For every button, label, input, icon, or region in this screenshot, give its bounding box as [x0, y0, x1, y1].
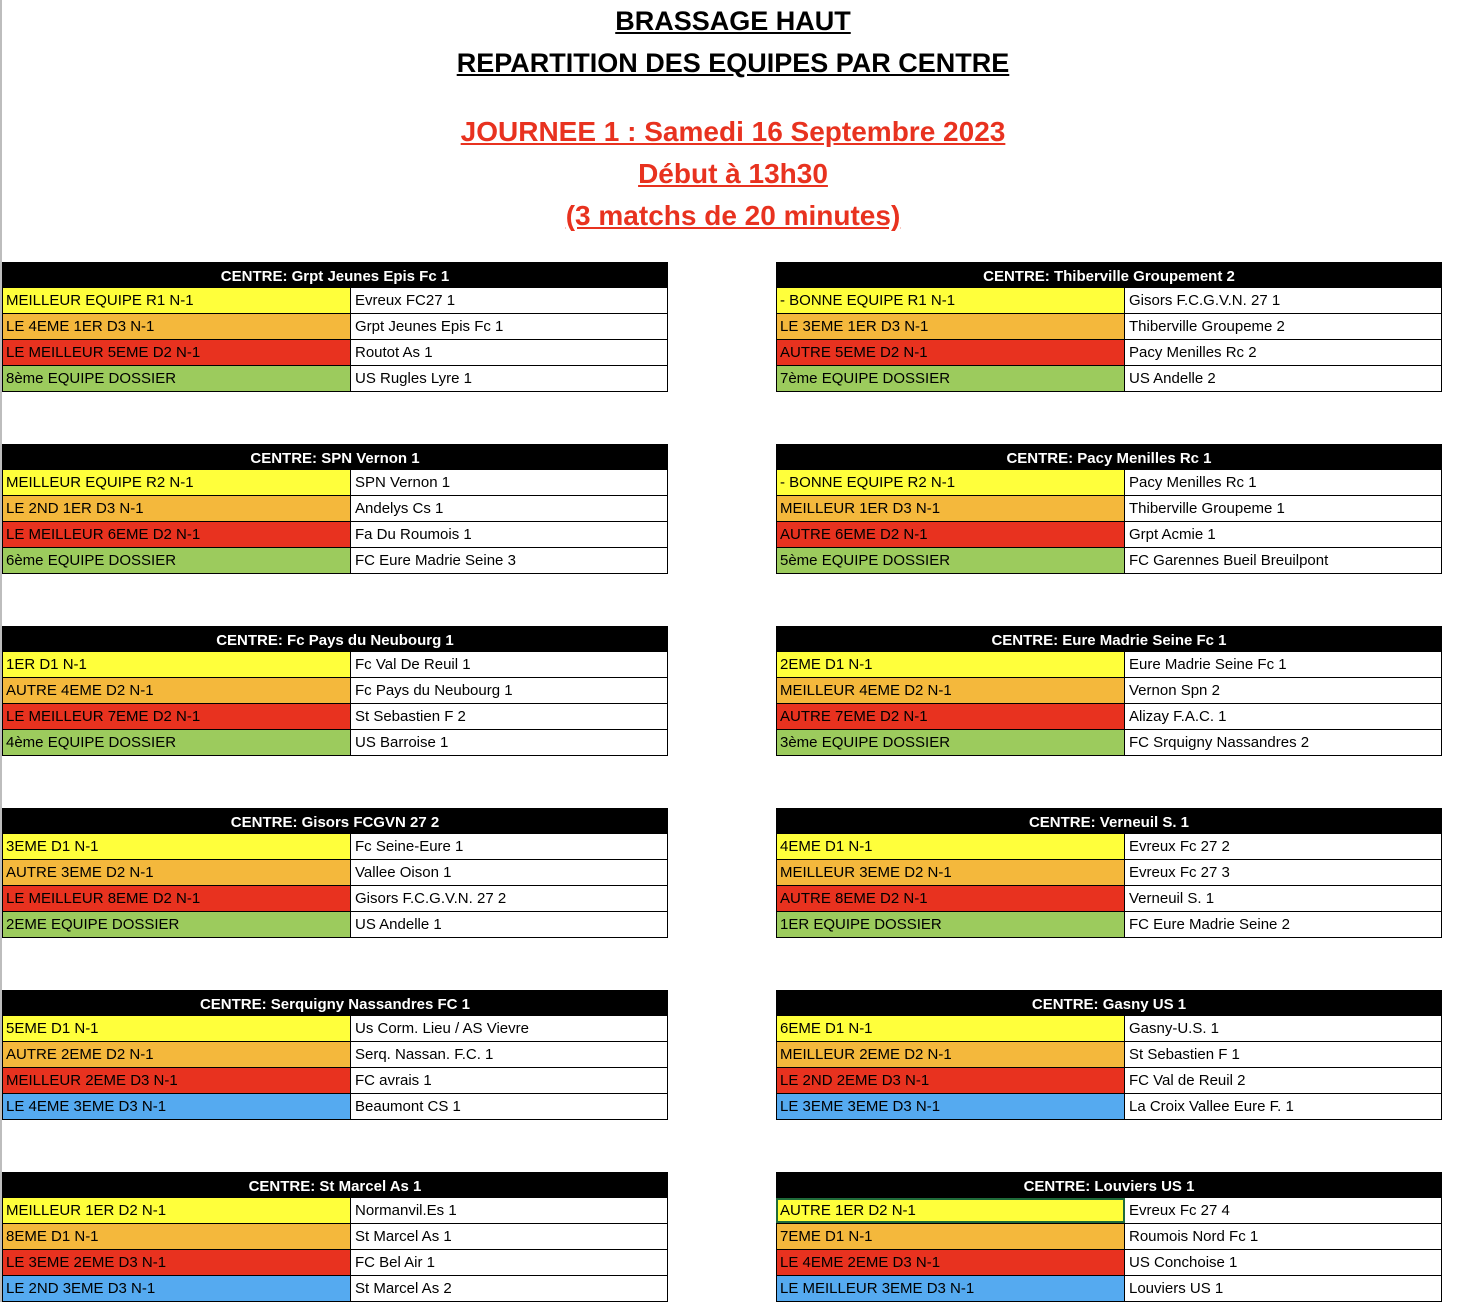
qualification-cell[interactable]: 6ème EQUIPE DOSSIER — [2, 548, 351, 573]
qualification-cell[interactable]: LE 3EME 1ER D3 N-1 — [776, 314, 1125, 339]
team-cell[interactable]: Thiberville Groupeme 2 — [1125, 314, 1442, 339]
team-cell[interactable]: Vernon Spn 2 — [1125, 678, 1442, 703]
qualification-cell[interactable]: 3EME D1 N-1 — [2, 834, 351, 859]
centre-block — [776, 990, 1442, 1120]
qualification-cell[interactable]: 4ème EQUIPE DOSSIER — [2, 730, 351, 755]
team-cell[interactable]: US Barroise 1 — [351, 730, 668, 755]
centre-row — [2, 288, 668, 314]
qualification-cell[interactable]: MEILLEUR EQUIPE R1 N-1 — [2, 288, 351, 313]
qualification-cell[interactable]: AUTRE 5EME D2 N-1 — [776, 340, 1125, 365]
centre-title: CENTRE: Verneuil S. 1 — [776, 808, 1442, 834]
team-cell[interactable]: Pacy Menilles Rc 1 — [1125, 470, 1442, 495]
team-cell[interactable]: FC Eure Madrie Seine 2 — [1125, 912, 1442, 937]
centre-row — [2, 678, 668, 704]
centre-row — [776, 652, 1442, 678]
centre-row — [776, 470, 1442, 496]
centre-row — [776, 1198, 1442, 1224]
team-cell[interactable]: Vallee Oison 1 — [351, 860, 668, 885]
journee-date: JOURNEE 1 : Samedi 16 Septembre 2023 — [460, 116, 1006, 147]
team-cell[interactable]: SPN Vernon 1 — [351, 470, 668, 495]
centre-row — [2, 340, 668, 366]
qualification-cell[interactable]: 5ème EQUIPE DOSSIER — [776, 548, 1125, 573]
team-cell[interactable]: Pacy Menilles Rc 2 — [1125, 340, 1442, 365]
team-cell[interactable]: Fc Seine-Eure 1 — [351, 834, 668, 859]
centre-block — [776, 626, 1442, 756]
centre-row — [2, 470, 668, 496]
centre-title: CENTRE: St Marcel As 1 — [2, 1172, 668, 1198]
qualification-cell[interactable]: LE 4EME 2EME D3 N-1 — [776, 1250, 1125, 1275]
team-cell[interactable]: Eure Madrie Seine Fc 1 — [1125, 652, 1442, 677]
qualification-cell[interactable]: MEILLEUR 2EME D2 N-1 — [776, 1042, 1125, 1067]
team-cell[interactable]: St Sebastien F 2 — [351, 704, 668, 729]
team-cell[interactable]: US Andelle 2 — [1125, 366, 1442, 391]
centre-row — [2, 1094, 668, 1120]
team-cell[interactable]: Fc Val De Reuil 1 — [351, 652, 668, 677]
centre-row — [776, 314, 1442, 340]
qualification-cell[interactable]: AUTRE 7EME D2 N-1 — [776, 704, 1125, 729]
qualification-cell[interactable]: 3ème EQUIPE DOSSIER — [776, 730, 1125, 755]
qualification-cell[interactable]: 1ER D1 N-1 — [2, 652, 351, 677]
centre-block — [2, 626, 668, 756]
qualification-cell[interactable]: LE MEILLEUR 5EME D2 N-1 — [2, 340, 351, 365]
team-cell[interactable]: Gisors F.C.G.V.N. 27 2 — [351, 886, 668, 911]
team-cell[interactable]: La Croix Vallee Eure F. 1 — [1125, 1094, 1442, 1119]
team-cell[interactable]: Routot As 1 — [351, 340, 668, 365]
team-cell[interactable]: FC Garennes Bueil Breuilpont — [1125, 548, 1442, 573]
qualification-cell[interactable]: LE 2ND 3EME D3 N-1 — [2, 1276, 351, 1301]
qualification-cell[interactable]: AUTRE 1ER D2 N-1 — [776, 1198, 1125, 1223]
team-cell[interactable]: Serq. Nassan. F.C. 1 — [351, 1042, 668, 1067]
team-cell[interactable]: St Marcel As 1 — [351, 1224, 668, 1249]
team-cell[interactable]: FC Eure Madrie Seine 3 — [351, 548, 668, 573]
team-cell[interactable]: St Sebastien F 1 — [1125, 1042, 1442, 1067]
centre-block — [776, 808, 1442, 938]
centre-row — [2, 652, 668, 678]
centre-row — [2, 314, 668, 340]
qualification-cell[interactable]: LE MEILLEUR 6EME D2 N-1 — [2, 522, 351, 547]
team-cell[interactable]: FC Val de Reuil 2 — [1125, 1068, 1442, 1093]
team-cell[interactable]: Evreux Fc 27 2 — [1125, 834, 1442, 859]
centre-row — [776, 860, 1442, 886]
centre-row — [2, 1276, 668, 1302]
centre-row — [2, 1016, 668, 1042]
team-cell[interactable]: Gisors F.C.G.V.N. 27 1 — [1125, 288, 1442, 313]
qualification-cell[interactable]: LE 2ND 2EME D3 N-1 — [776, 1068, 1125, 1093]
qualification-cell[interactable]: LE 3EME 2EME D3 N-1 — [2, 1250, 351, 1275]
qualification-cell[interactable]: 4EME D1 N-1 — [776, 834, 1125, 859]
qualification-cell[interactable]: AUTRE 8EME D2 N-1 — [776, 886, 1125, 911]
centre-row — [776, 834, 1442, 860]
page-subtitle: REPARTITION DES EQUIPES PAR CENTRE — [456, 48, 1010, 78]
centre-row — [776, 366, 1442, 392]
qualification-cell[interactable]: 1ER EQUIPE DOSSIER — [776, 912, 1125, 937]
qualification-cell[interactable]: LE MEILLEUR 8EME D2 N-1 — [2, 886, 351, 911]
team-cell[interactable]: Fc Pays du Neubourg 1 — [351, 678, 668, 703]
centre-block — [2, 808, 668, 938]
team-cell[interactable]: US Andelle 1 — [351, 912, 668, 937]
team-cell[interactable]: Evreux FC27 1 — [351, 288, 668, 313]
qualification-cell[interactable]: - BONNE EQUIPE R1 N-1 — [776, 288, 1125, 313]
centre-row — [2, 1250, 668, 1276]
centre-row — [2, 912, 668, 938]
team-cell[interactable]: Roumois Nord Fc 1 — [1125, 1224, 1442, 1249]
qualification-cell[interactable]: LE MEILLEUR 3EME D3 N-1 — [776, 1276, 1125, 1301]
centre-row — [2, 704, 668, 730]
qualification-cell[interactable]: LE 3EME 3EME D3 N-1 — [776, 1094, 1125, 1119]
qualification-cell[interactable]: LE 4EME 1ER D3 N-1 — [2, 314, 351, 339]
team-cell[interactable]: Us Corm. Lieu / AS Vievre — [351, 1016, 668, 1041]
centre-row — [776, 678, 1442, 704]
qualification-cell[interactable]: AUTRE 6EME D2 N-1 — [776, 522, 1125, 547]
centre-row — [776, 886, 1442, 912]
centre-row — [2, 886, 668, 912]
team-cell[interactable]: Beaumont CS 1 — [351, 1094, 668, 1119]
centre-row — [2, 730, 668, 756]
qualification-cell[interactable]: 8EME D1 N-1 — [2, 1224, 351, 1249]
qualification-cell[interactable]: 7ème EQUIPE DOSSIER — [776, 366, 1125, 391]
qualification-cell[interactable]: 5EME D1 N-1 — [2, 1016, 351, 1041]
qualification-cell[interactable]: MEILLEUR 4EME D2 N-1 — [776, 678, 1125, 703]
centre-block — [2, 444, 668, 574]
team-cell[interactable]: Alizay F.A.C. 1 — [1125, 704, 1442, 729]
centre-row — [776, 912, 1442, 938]
qualification-cell[interactable]: 2EME EQUIPE DOSSIER — [2, 912, 351, 937]
team-cell[interactable]: Evreux Fc 27 3 — [1125, 860, 1442, 885]
team-cell[interactable]: FC Bel Air 1 — [351, 1250, 668, 1275]
team-cell[interactable]: Andelys Cs 1 — [351, 496, 668, 521]
centre-row — [776, 1016, 1442, 1042]
centre-row — [2, 496, 668, 522]
centre-row — [776, 730, 1442, 756]
centre-title: CENTRE: Gasny US 1 — [776, 990, 1442, 1016]
qualification-cell[interactable]: LE 2ND 1ER D3 N-1 — [2, 496, 351, 521]
qualification-cell[interactable]: 7EME D1 N-1 — [776, 1224, 1125, 1249]
qualification-cell[interactable]: AUTRE 3EME D2 N-1 — [2, 860, 351, 885]
centre-row — [2, 1224, 668, 1250]
centre-row — [2, 1068, 668, 1094]
centre-row — [776, 288, 1442, 314]
qualification-cell[interactable]: MEILLEUR 3EME D2 N-1 — [776, 860, 1125, 885]
team-cell[interactable]: Fa Du Roumois 1 — [351, 522, 668, 547]
qualification-cell[interactable]: MEILLEUR EQUIPE R2 N-1 — [2, 470, 351, 495]
centre-title: CENTRE: Louviers US 1 — [776, 1172, 1442, 1198]
centre-row — [776, 1224, 1442, 1250]
qualification-cell[interactable]: AUTRE 4EME D2 N-1 — [2, 678, 351, 703]
centre-title: CENTRE: SPN Vernon 1 — [2, 444, 668, 470]
centre-block — [2, 262, 668, 392]
centre-row — [776, 1276, 1442, 1302]
centre-title: CENTRE: Eure Madrie Seine Fc 1 — [776, 626, 1442, 652]
centre-row — [776, 522, 1442, 548]
centre-block — [776, 262, 1442, 392]
team-cell[interactable]: Evreux Fc 27 4 — [1125, 1198, 1442, 1223]
centre-row — [2, 1198, 668, 1224]
centre-row — [2, 1042, 668, 1068]
qualification-cell[interactable]: - BONNE EQUIPE R2 N-1 — [776, 470, 1125, 495]
team-cell[interactable]: FC Srquigny Nassandres 2 — [1125, 730, 1442, 755]
centre-row — [2, 548, 668, 574]
team-cell[interactable]: Grpt Acmie 1 — [1125, 522, 1442, 547]
centre-row — [2, 860, 668, 886]
qualification-cell[interactable]: 8ème EQUIPE DOSSIER — [2, 366, 351, 391]
page-title: BRASSAGE HAUT — [615, 6, 851, 36]
team-cell[interactable]: Normanvil.Es 1 — [351, 1198, 668, 1223]
centre-block — [2, 990, 668, 1120]
centre-row — [776, 704, 1442, 730]
team-cell[interactable]: US Rugles Lyre 1 — [351, 366, 668, 391]
centre-row — [776, 1250, 1442, 1276]
centre-block — [776, 444, 1442, 574]
centre-title: CENTRE: Gisors FCGVN 27 2 — [2, 808, 668, 834]
team-cell[interactable]: Gasny-U.S. 1 — [1125, 1016, 1442, 1041]
centre-title: CENTRE: Pacy Menilles Rc 1 — [776, 444, 1442, 470]
team-cell[interactable]: Grpt Jeunes Epis Fc 1 — [351, 314, 668, 339]
start-time: Début à 13h30 — [638, 158, 828, 189]
qualification-cell[interactable]: 2EME D1 N-1 — [776, 652, 1125, 677]
team-cell[interactable]: Louviers US 1 — [1125, 1276, 1442, 1301]
team-cell[interactable]: Thiberville Groupeme 1 — [1125, 496, 1442, 521]
centre-row — [776, 1094, 1442, 1120]
qualification-cell[interactable]: LE MEILLEUR 7EME D2 N-1 — [2, 704, 351, 729]
centre-block — [776, 1172, 1442, 1302]
centre-title: CENTRE: Fc Pays du Neubourg 1 — [2, 626, 668, 652]
qualification-cell[interactable]: MEILLEUR 2EME D3 N-1 — [2, 1068, 351, 1093]
qualification-cell[interactable]: MEILLEUR 1ER D2 N-1 — [2, 1198, 351, 1223]
centre-row — [2, 366, 668, 392]
qualification-cell[interactable]: MEILLEUR 1ER D3 N-1 — [776, 496, 1125, 521]
qualification-cell[interactable]: AUTRE 2EME D2 N-1 — [2, 1042, 351, 1067]
centre-title: CENTRE: Thiberville Groupement 2 — [776, 262, 1442, 288]
centre-row — [776, 496, 1442, 522]
team-cell[interactable]: US Conchoise 1 — [1125, 1250, 1442, 1275]
team-cell[interactable]: Verneuil S. 1 — [1125, 886, 1442, 911]
team-cell[interactable]: FC avrais 1 — [351, 1068, 668, 1093]
team-cell[interactable]: St Marcel As 2 — [351, 1276, 668, 1301]
centre-row — [2, 522, 668, 548]
centre-block — [2, 1172, 668, 1302]
centre-row — [2, 834, 668, 860]
centre-row — [776, 548, 1442, 574]
centre-row — [776, 340, 1442, 366]
centre-title: CENTRE: Serquigny Nassandres FC 1 — [2, 990, 668, 1016]
centre-row — [776, 1042, 1442, 1068]
centre-row — [776, 1068, 1442, 1094]
qualification-cell[interactable]: LE 4EME 3EME D3 N-1 — [2, 1094, 351, 1119]
match-format: (3 matchs de 20 minutes) — [565, 200, 901, 231]
qualification-cell[interactable]: 6EME D1 N-1 — [776, 1016, 1125, 1041]
centre-title: CENTRE: Grpt Jeunes Epis Fc 1 — [2, 262, 668, 288]
